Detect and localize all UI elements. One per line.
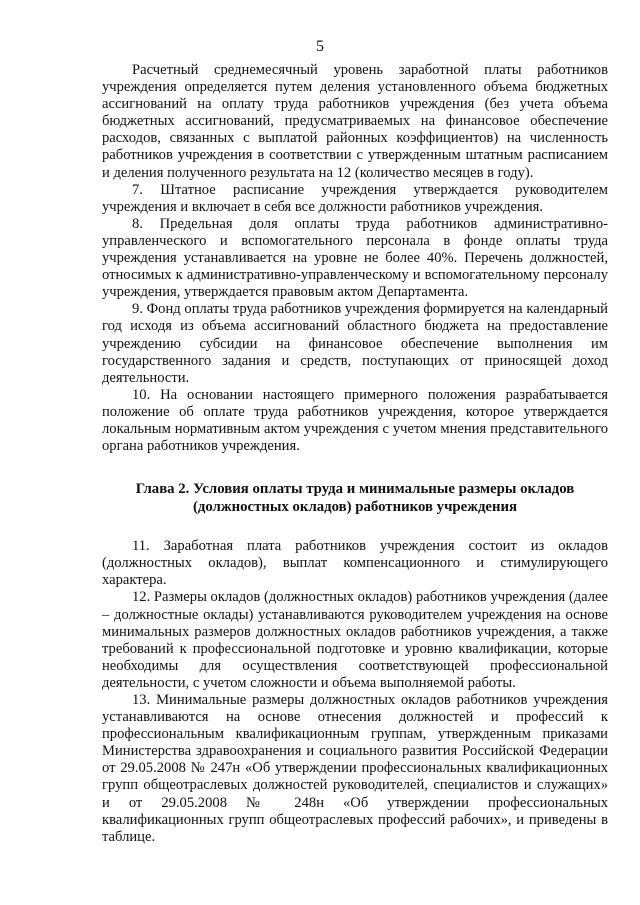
chapter-2-title (102, 481, 608, 516)
chapter-2-title-line1: Глава 2. Условия оплаты труда и минимальные размеры окладов (135, 481, 575, 498)
paragraph-13-minimum-salaries: 13. Минимальные размеры должностных окладов работников учреждения устанавливаются на основе отнесения должностей и профессий к профессиональным квалификационным группам, утвержденным приказами Министерства здравоохранения и социального развития Российской Федерации от 29.05.2008 № 247н «Об утверждении профессиональных квалификационных групп общеотраслевых должностей руководителей, специалистов и служащих» и от 29.05.2008 № 248н «Об утверждении профессиональных квалификационных групп общеотраслевых профессий рабочих», и приведены в таблице. (102, 692, 608, 845)
paragraph-7-staffing: 7. Штатное расписание учреждения утверждается руководителем учреждения и включает в себя все должности работников учреждения. (102, 181, 608, 215)
page-number: 5 (316, 38, 324, 55)
paragraph-salary-calculation: Расчетный среднемесячный уровень заработной платы работников учреждения определяется путем деления установленного объема бюджетных ассигнований на оплату труда работников учреждения (без учета объема бюджетных ассигнований, предусматриваемых на финансовое обеспечение расходов, связанных с выплатой районных коэффициентов) на численность работников учреждения в соответствии с утвержденным штатным расписанием и деления полученного результата на 12 (количество месяцев в году). (102, 62, 608, 181)
paragraph-12-official-salaries: 12. Размеры окладов (должностных окладов) работников учреждения (далее – должностные оклады) устанавливаются руководителем учреждения на основе минимальных размеров должностных окладов работников учреждения, а также требований к профессиональной подготовке и уровню квалификации, которые необходимы для осуществления соответствующей профессиональной деятельности, с учетом сложности и объема выполняемой работы. (102, 589, 608, 691)
chapter-2-title-line2: (должностных окладов) работников учреждения (192, 498, 518, 515)
paragraph-11-salary-structure: 11. Заработная плата работников учреждения состоит из окладов (должностных окладов), выплат компенсационного и стимулирующего характера. (102, 538, 608, 589)
paragraph-8-admin-share: 8. Предельная доля оплаты труда работников административно-управленческого и вспомогательного персонала в фонде оплаты труда учреждения устанавливается на уровне не более 40%. Перечень должностей, относимых к административно-управленческому и вспомогательному персоналу учреждения, утверждается правовым актом Департамента. (102, 215, 608, 301)
document-body (102, 62, 608, 846)
paragraph-9-payroll-fund: 9. Фонд оплаты труда работников учреждения формируется на календарный год исходя из объема ассигнований областного бюджета на предоставление учреждению субсидии на финансовое обеспечение выполнения им государственного задания и средств, поступающих от приносящей доход деятельности. (102, 301, 608, 386)
paragraph-10-regulation: 10. На основании настоящего примерного положения разрабатывается положение об оплате труда работников учреждения, которое утверждается локальным нормативным актом учреждения с учетом мнения представительного органа работников учреждения. (102, 386, 608, 455)
